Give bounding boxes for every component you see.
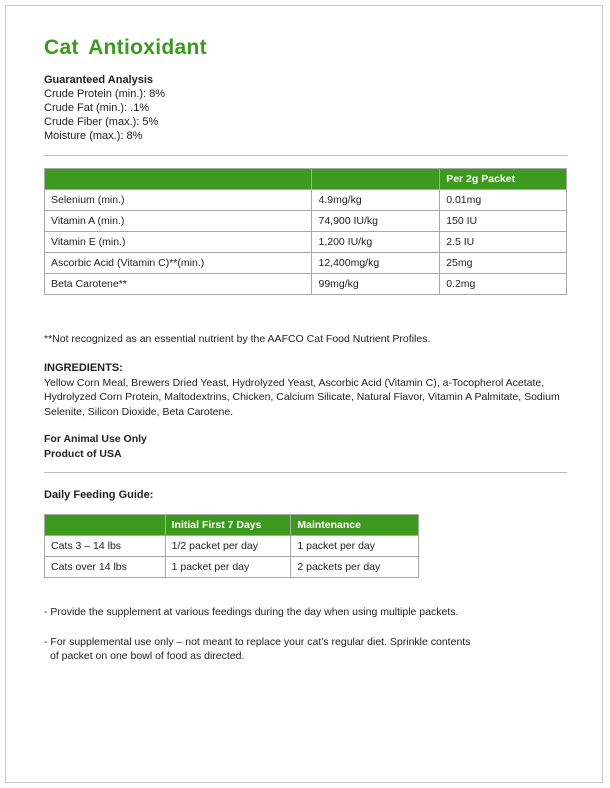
divider — [44, 155, 567, 156]
nutrient-per-kg: 4.9mg/kg — [312, 190, 440, 211]
nutrient-per-packet: 25mg — [440, 253, 567, 274]
ingredients-text: Yellow Corn Meal, Brewers Dried Yeast, Hydrolyzed Yeast, Ascorbic Acid (Vitamin C), a-Tocopherol Acetate, Hydrolyzed Corn Protein, Maltodextrins, Chicken, Calcium Silicate, Natural Flavor, Vitamin A Palmitate, Sodium Selenite, Silicon Dioxide, Beta Carotene. — [44, 376, 560, 418]
nutrient-per-kg: 99mg/kg — [312, 274, 440, 295]
nutrient-name: Vitamin A (min.) — [45, 211, 312, 232]
analysis-heading: Guaranteed Analysis — [44, 74, 154, 86]
origin-section — [44, 432, 147, 462]
animal-use-line: For Animal Use Only — [44, 433, 147, 445]
header-cell — [45, 169, 312, 190]
table-header-row — [45, 169, 567, 190]
table-row — [45, 232, 567, 253]
table-row — [45, 274, 567, 295]
table-row — [45, 253, 567, 274]
ingredients-section — [44, 361, 569, 419]
nutrient-per-packet: 2.5 IU — [440, 232, 567, 253]
nutrient-name: Beta Carotene** — [45, 274, 312, 295]
nutrient-per-kg: 1,200 IU/kg — [312, 232, 440, 253]
header-cell-initial: Initial First 7 Days — [165, 515, 291, 536]
table-row — [45, 557, 419, 578]
instruction-multiple-packets: - Provide the supplement at various feedings during the day when using multiple packets. — [44, 606, 459, 618]
header-cell — [312, 169, 440, 190]
feeding-table — [44, 514, 419, 578]
nutrient-per-packet: 0.2mg — [440, 274, 567, 295]
page-title: Cat Antioxidant — [44, 36, 207, 59]
cat-weight: Cats over 14 lbs — [45, 557, 166, 578]
ingredients-heading: INGREDIENTS: — [44, 362, 123, 374]
analysis-line: Crude Protein (min.): 8% — [44, 88, 166, 100]
initial-dose: 1/2 packet per day — [165, 536, 291, 557]
analysis-line: Crude Fat (min.): .1% — [44, 102, 150, 114]
cat-weight: Cats 3 – 14 lbs — [45, 536, 166, 557]
nutrient-name: Selenium (min.) — [45, 190, 312, 211]
nutrient-name: Vitamin E (min.) — [45, 232, 312, 253]
instruction-line: of packet on one bowl of food as directed. — [50, 650, 245, 662]
nutrient-per-kg: 12,400mg/kg — [312, 253, 440, 274]
instruction-line: - For supplemental use only – not meant to replace your cat’s regular diet. Sprinkle contents — [44, 636, 471, 648]
nutrient-table — [44, 168, 567, 295]
header-cell-per-packet: Per 2g Packet — [440, 169, 567, 190]
nutrient-per-packet: 0.01mg — [440, 190, 567, 211]
table-row — [45, 211, 567, 232]
maintenance-dose: 1 packet per day — [291, 536, 419, 557]
maintenance-dose: 2 packets per day — [291, 557, 419, 578]
analysis-line: Crude Fiber (max.): 5% — [44, 116, 159, 128]
product-origin-line: Product of USA — [44, 448, 122, 460]
table-header-row — [45, 515, 419, 536]
guaranteed-analysis — [44, 73, 165, 143]
nutrient-name: Ascorbic Acid (Vitamin C)**(min.) — [45, 253, 312, 274]
instruction-supplemental-use — [44, 635, 584, 663]
analysis-line: Moisture (max.): 8% — [44, 130, 143, 142]
nutrient-per-packet: 150 IU — [440, 211, 567, 232]
aafco-note: **Not recognized as an essential nutrient by the AAFCO Cat Food Nutrient Profiles. — [44, 333, 431, 345]
divider — [44, 472, 567, 473]
feeding-guide-title: Daily Feeding Guide: — [44, 489, 154, 501]
table-row — [45, 190, 567, 211]
header-cell — [45, 515, 166, 536]
table-row — [45, 536, 419, 557]
initial-dose: 1 packet per day — [165, 557, 291, 578]
nutrient-per-kg: 74,900 IU/kg — [312, 211, 440, 232]
header-cell-maintenance: Maintenance — [291, 515, 419, 536]
